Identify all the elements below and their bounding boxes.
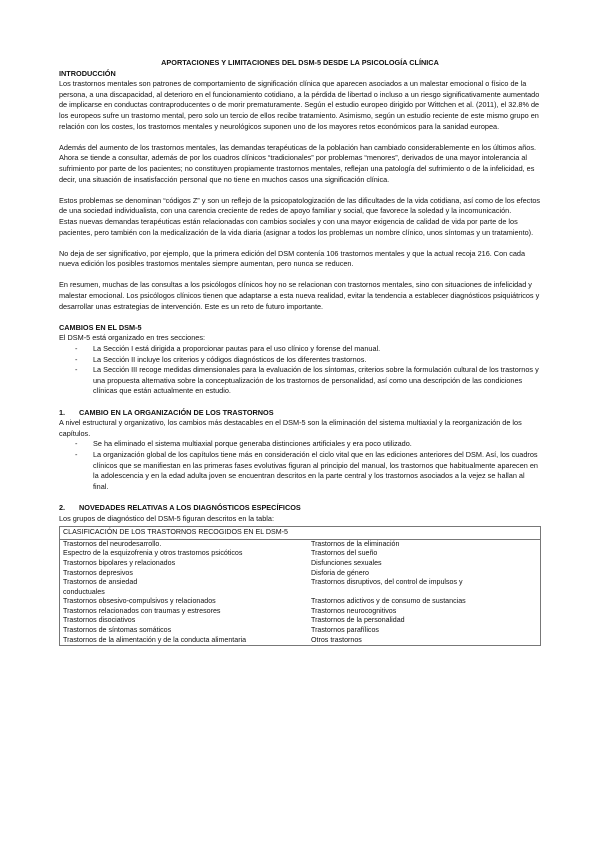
table-cell: Trastornos de síntomas somáticos	[63, 626, 172, 635]
intro-paragraph: En resumen, muchas de las consultas a los psicólogos clínicos hoy no se relacionan con trastornos mentales, sino con situaciones de infelicidad y malestar emocional. Los psicólogos clínicos tienen que adaptarse a esta nueva realidad, evitar la tendencia a establecer diagnósticos psiquiátricos y desarrollar unas estrategias de intervención. Este es un reto de futuro importante.	[59, 280, 540, 311]
document-title: APORTACIONES Y LIMITACIONES DEL DSM-5 DESDE LA PSICOLOGÍA CLÍNICA	[161, 58, 439, 67]
sections-list	[59, 344, 541, 397]
table-row	[60, 616, 541, 626]
table-cell: Trastornos depresivos	[63, 568, 133, 577]
table-cell: Trastornos del sueño	[311, 549, 378, 558]
table-cell: Trastornos adictivos y de consumo de sustancias	[311, 597, 466, 606]
table-cell: Disforia de género	[311, 568, 369, 577]
table-cell: Trastornos de la personalidad	[311, 616, 405, 625]
intro-paragraph: Los trastornos mentales son patrones de comportamiento de significación clínica que aparecen asociados a un malestar emocional o físico de la persona, a una discapacidad, al deterioro en el funcionamiento cotidiano, a la pérdida de libertad o incluso a un riesgo significativamente aumentado de implicarse en conductas contraproducentes o de morir prematuramente. Según el estudio europeo dirigido por Wittchen et al. (2011), el 32.8% de los europeos sufre un trastorno mental, pero solo un tercio de ellos recibe tratamiento. Asimismo, según un estudio reciente de este mismo grupo en relación con los costes, los trastornos mentales y neurológicos suponen uno de los mayores retos económicos para la sanidad europea.	[59, 79, 540, 131]
table-cell: Trastornos de la eliminación	[311, 539, 400, 548]
table-cell: Disfunciones sexuales	[311, 558, 382, 567]
table-row	[60, 569, 541, 579]
intro-paragraph: Estas nuevas demandas terapéuticas están relacionadas con cambios sociales y con una mayor exigencia de calidad de vida por parte de los pacientes, pero también con la medicalización de la vida diaria (asignar a todos los problemas un nombre clínico, unos síntomas y un tratamiento).	[59, 216, 534, 237]
table-header: CLASIFICACIÓN DE LOS TRASTORNOS RECOGIDOS EN EL DSM-5	[60, 527, 541, 540]
table-row	[60, 597, 541, 607]
table-row	[60, 549, 541, 559]
table-cell: Trastornos de la alimentación y de la conducta alimentaria	[63, 635, 247, 644]
list-item: - Se ha eliminado el sistema multiaxial porque generaba distinciones artificiales y era poco utilizado.	[59, 439, 541, 450]
table-cell: Trastornos obsesivo-compulsivos y relacionados	[63, 597, 216, 606]
section-2-text: Los grupos de diagnóstico del DSM-5 figuran descritos en la tabla:	[59, 513, 274, 523]
table-row	[60, 636, 541, 646]
list-item: - La Sección III recoge medidas dimensionales para la evaluación de los síntomas, criterios sobre la formulación cultural de los trastornos y una propuesta alternativa sobre la conceptualización de los trastornos de personalidad, así como una descripción de las condiciones clínicas que están actualmente en estudio.	[59, 365, 541, 397]
intro-paragraph: Estos problemas se denominan “códigos Z” y son un reflejo de la psicopatologización de las dificultades de la vida cotidiana, así como de los efectos de una sociedad individualista, con una carencia creciente de redes de apoyo familiar y social, que favorece la soledad y la incomunicación.	[59, 195, 541, 216]
table-row	[60, 559, 541, 569]
table-cell: Trastornos parafílicos	[311, 626, 379, 635]
table-cell: Trastornos de ansiedad conductuales	[63, 578, 138, 596]
section-1-number: 1.	[59, 407, 66, 417]
intro-heading: INTRODUCCIÓN	[59, 68, 116, 78]
table-row	[60, 607, 541, 617]
table-row	[60, 578, 541, 597]
section-2-heading	[59, 503, 541, 514]
list-item: - La organización global de los capítulos tiene más en consideración el ciclo vital que en las ediciones anteriores del DSM. Así, los cuadros clínicos que se manifiestan en las primeras fases evolutivas figuran al principio del manual, los trastornos que habitualmente aparecen en la adolescencia y en la edad adulta joven se encuentran descritos en la parte central y los trastornos asociados a la vejez se hallan al final.	[59, 450, 541, 492]
section-1-text: A nivel estructural y organizativo, los cambios más destacables en el DSM-5 son la eliminación del sistema multiaxial y la reorganización de los capítulos.	[59, 418, 522, 438]
table-cell: Espectro de la esquizofrenia y otros trastornos psicóticos	[63, 549, 243, 558]
list-item: - La Sección II incluye los criterios y códigos diagnósticos de los diferentes trastornos.	[59, 355, 541, 366]
table-row	[60, 626, 541, 636]
table-cell: Trastornos neurocognitivos	[311, 606, 397, 615]
section-1-list	[59, 439, 541, 492]
list-item: - La Sección I está dirigida a proporcionar pautas para el uso clínico y forense del manual.	[59, 344, 541, 355]
table-cell: Trastornos disociativos	[63, 616, 136, 625]
table-cell: Trastornos del neurodesarrollo.	[63, 539, 162, 548]
section-2-title: NOVEDADES RELATIVAS A LOS DIAGNÓSTICOS ESPECÍFICOS	[79, 502, 301, 512]
changes-heading: CAMBIOS EN EL DSM-5	[59, 322, 142, 332]
table-cell: Trastornos bipolares y relacionados	[63, 558, 176, 567]
section-1-title: CAMBIO EN LA ORGANIZACIÓN DE LOS TRASTORNOS	[79, 407, 274, 417]
changes-intro: El DSM-5 está organizado en tres secciones:	[59, 333, 206, 343]
section-1-heading	[59, 408, 541, 419]
document-page	[59, 58, 541, 646]
intro-paragraph: Además del aumento de los trastornos mentales, las demandas terapéuticas de la población han cambiado considerablemente en los últimos años. Ahora se tiende a consultar, además de por los cuadros clínicos “tradicionales” por problemas “menores”, derivados de una mayor intolerancia al sufrimiento por parte de los pacientes; no constituyen propiamente trastornos mentales, reflejan una patología del sufrimiento o de la infelicidad, es decir, una situación de insatisfacción personal que no tiene en muchos casos una significación clínica.	[59, 142, 537, 184]
table-row	[60, 539, 541, 549]
intro-paragraph: No deja de ser significativo, por ejemplo, que la primera edición del DSM contenía 106 trastornos mentales y que la actual recoja 216. Con cada nueva edición los posibles trastornos mentales siempre aumentan, pero nunca se reducen.	[59, 248, 526, 269]
table-cell: Trastornos disruptivos, del control de impulsos y	[311, 578, 463, 587]
table-cell: Trastornos relacionados con traumas y estresores	[63, 606, 221, 615]
table-cell: Otros trastornos	[311, 635, 362, 644]
section-2-number: 2.	[59, 502, 66, 512]
classification-table	[59, 526, 541, 646]
